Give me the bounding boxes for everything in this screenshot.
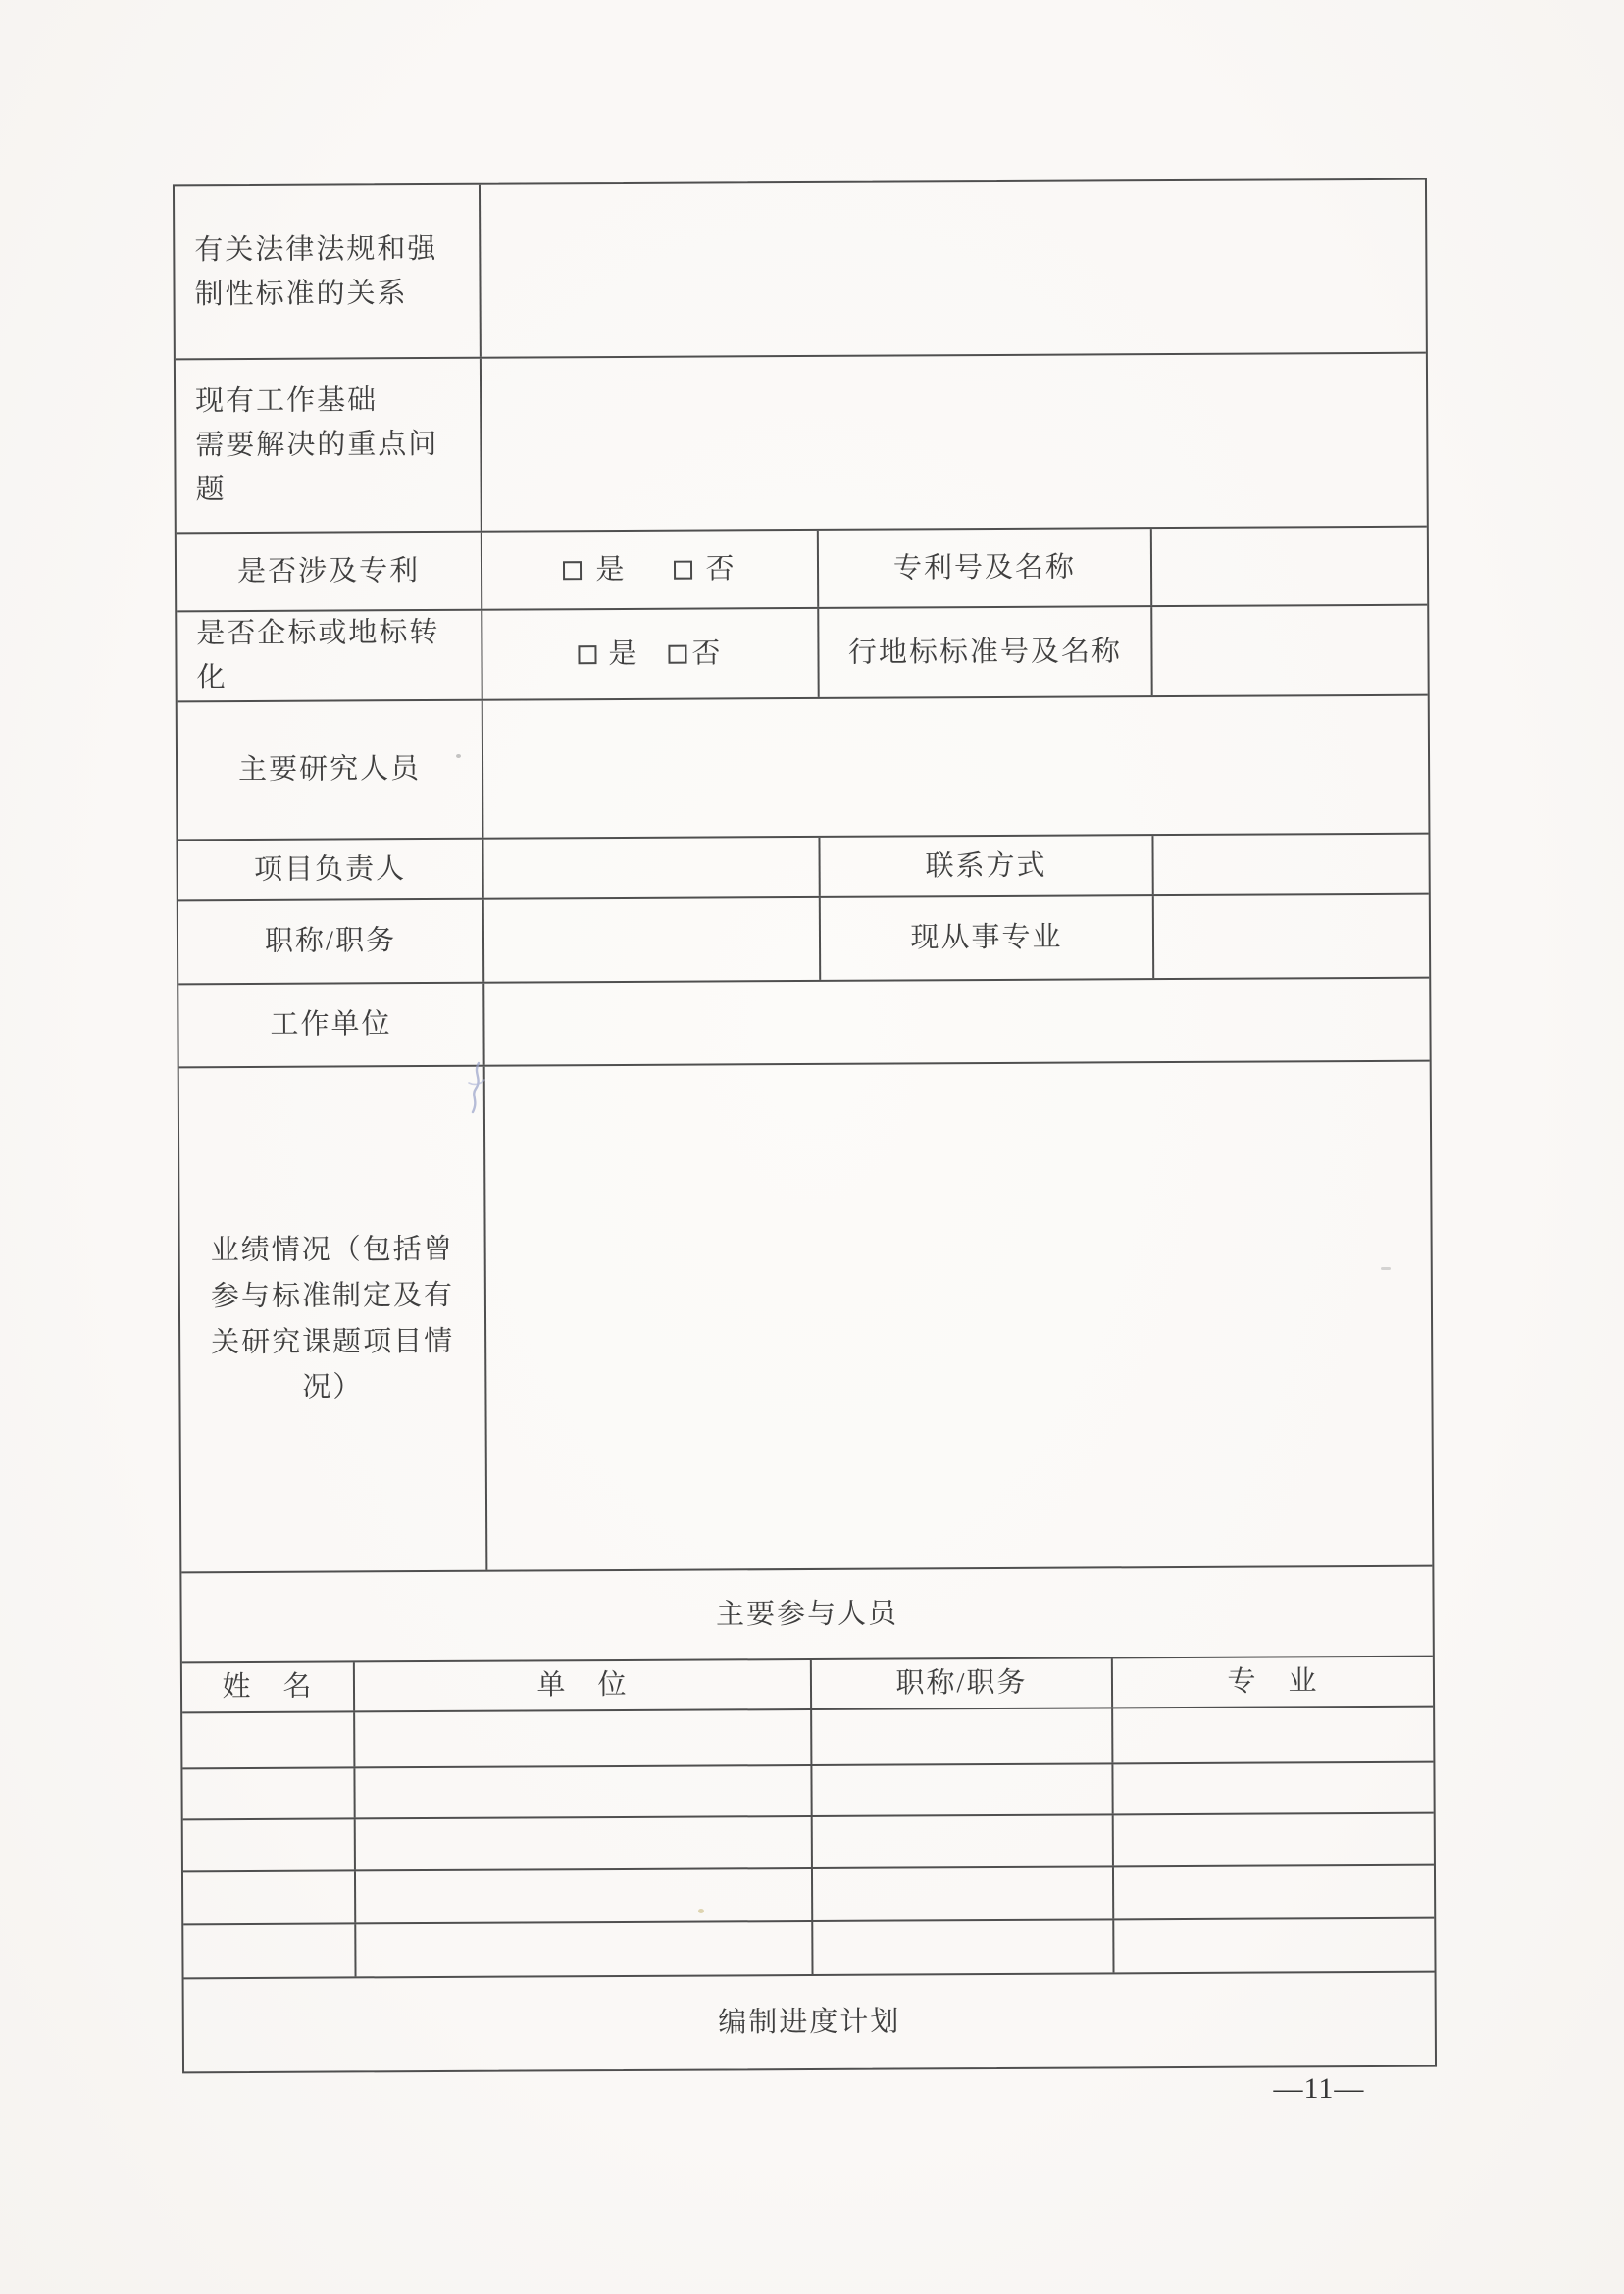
contact-info-field[interactable] [1151,835,1428,894]
patent-yes-option [563,547,736,592]
participant-major-cell[interactable] [1111,1763,1433,1814]
patent-yes-label: 是 [595,553,627,586]
current-profession-field[interactable] [1152,895,1429,978]
schedule-section-title: 编制进度计划 [718,2006,901,2039]
participant-major-cell[interactable] [1111,1708,1433,1763]
achievements-field[interactable] [483,1062,1433,1570]
employer-label: 工作单位 [270,1008,392,1041]
work-basis-field[interactable] [480,354,1427,531]
transform-no-label: 否 [691,637,723,670]
participant-empty-row [183,1812,1434,1871]
patent-no-checkbox-icon[interactable] [673,560,691,579]
participant-name-header: 姓 名 [222,1670,314,1704]
table-row [177,604,1427,701]
participant-empty-row [182,1761,1433,1819]
scan-speck [456,754,461,758]
law-relation-field[interactable] [479,180,1426,357]
page-number: —11— [1273,2072,1365,2105]
participant-name-cell[interactable] [183,1871,354,1923]
participant-name-cell[interactable] [182,1768,353,1818]
main-researchers-field[interactable] [482,696,1429,838]
patent-number-label: 专利号及名称 [817,529,1150,607]
scan-speck [698,1909,704,1913]
participant-unit-cell[interactable] [353,1766,810,1817]
table-row [175,180,1426,359]
transform-yes-checkbox-icon[interactable] [578,645,596,664]
participant-empty-row [182,1706,1433,1768]
transform-options [578,632,722,677]
job-title-label: 职称/职务 [264,925,397,957]
participant-unit-cell[interactable] [353,1710,810,1766]
law-relation-label: 有关法律法规和强制性标准的关系 [194,232,438,310]
table-row [178,977,1429,1067]
table-row [178,833,1428,900]
participant-name-cell[interactable] [183,1819,354,1870]
table-row [184,1971,1435,2072]
current-profession-label: 现从事专业 [819,896,1152,980]
participant-name-cell[interactable] [183,1924,354,1977]
transform-no-checkbox-icon[interactable] [668,644,686,663]
participant-title-cell[interactable] [810,1708,1111,1764]
work-basis-label: 现有工作基础 需要解决的重点问题 [195,384,439,506]
patent-yes-checkbox-icon[interactable] [563,561,582,580]
participant-major-cell[interactable] [1112,1866,1434,1919]
participant-empty-row [183,1864,1434,1924]
participant-unit-header: 单 位 [353,1660,810,1710]
main-researchers-label: 主要研究人员 [237,753,422,787]
participant-title-header: 职称/职务 [810,1658,1111,1708]
job-title-field[interactable] [482,898,819,982]
participant-unit-cell[interactable] [354,1817,811,1869]
participant-name-cell[interactable] [182,1712,353,1767]
ink-smudge [459,1059,492,1116]
participant-major-cell[interactable] [1112,1814,1434,1866]
patent-no-label: 否 [705,552,736,586]
achievements-label-text: 业绩情况（包括曾参与标准制定及有关研究课题项目情况） [210,1233,455,1404]
project-application-form-table [173,178,1437,2074]
participant-title-cell[interactable] [811,1920,1112,1974]
participant-empty-row [183,1917,1434,1978]
table-row [178,694,1429,840]
table-row [178,893,1429,984]
participant-major-cell[interactable] [1112,1919,1434,1973]
contact-info-label: 联系方式 [818,836,1151,896]
participant-major-header: 专 业 [1111,1657,1433,1708]
standard-transform-checkboxes [481,609,817,699]
achievements-label [179,1067,486,1572]
participant-title-cell[interactable] [811,1867,1112,1920]
patent-number-field[interactable] [1150,528,1427,605]
scan-speck [1381,1267,1391,1270]
project-leader-label: 项目负责人 [254,852,407,886]
participant-unit-cell[interactable] [354,1922,811,1976]
table-row [177,526,1427,611]
standard-transform-label: 是否企标或地标转化 [196,617,440,694]
project-leader-field[interactable] [482,838,818,898]
industry-local-standard-number-field[interactable] [1150,606,1427,695]
participants-section-title: 主要参与人员 [716,1598,899,1631]
participant-unit-cell[interactable] [354,1869,811,1922]
table-row [181,1565,1432,1662]
industry-local-standard-number-label: 行地标标准号及名称 [817,607,1150,697]
transform-yes-label: 是 [608,637,639,670]
table-row [176,352,1427,533]
patent-involved-checkboxes [481,531,817,609]
participant-title-cell[interactable] [810,1764,1111,1815]
participants-header-row [182,1656,1433,1712]
patent-involved-label: 是否涉及专利 [236,554,421,587]
participant-title-cell[interactable] [811,1815,1112,1867]
employer-field[interactable] [482,979,1429,1065]
table-row [179,1060,1433,1572]
